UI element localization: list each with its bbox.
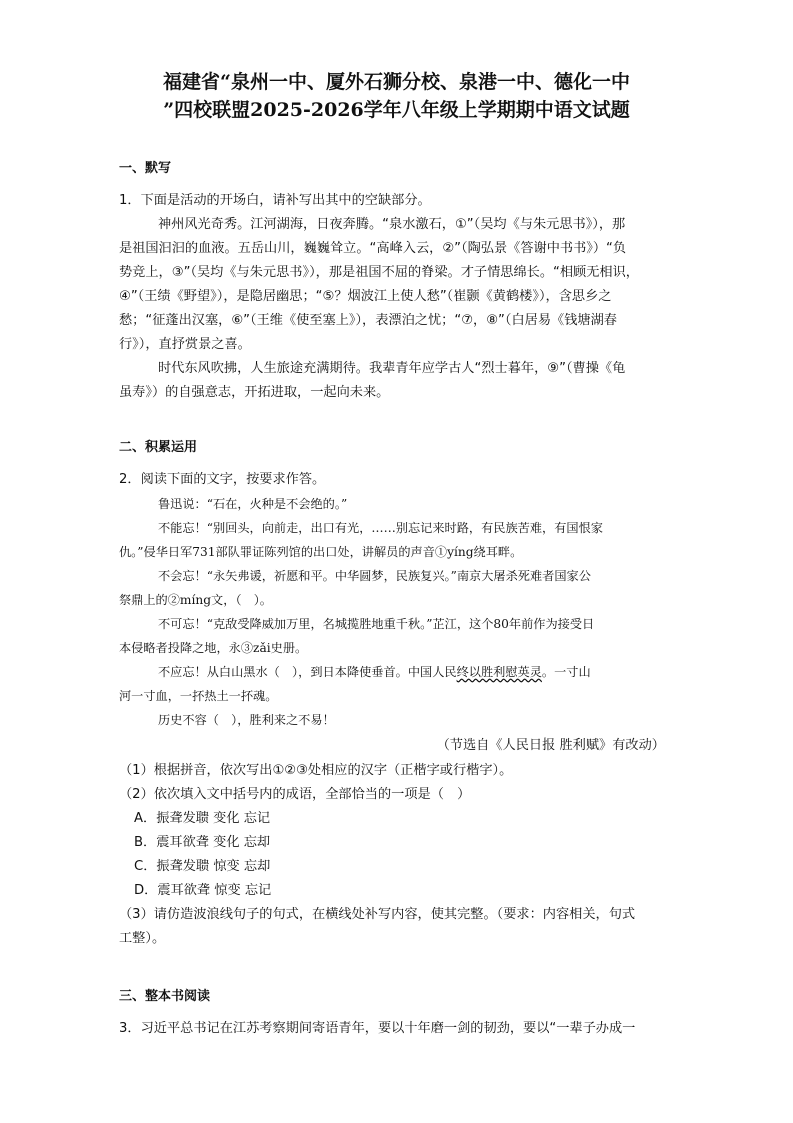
q1-stem: 1．下面是活动的开场白，请补写出其中的空缺部分。 — [119, 193, 431, 208]
passage-text: 。一寸山 — [541, 665, 591, 679]
q1-line: 虽寿》）的自强意志，开拓进取，一起向未来。 — [119, 385, 390, 400]
doc-title-line2: ”四校联盟2025-2026学年八年级上学期期中语文试题 — [163, 99, 630, 121]
passage-line — [158, 663, 591, 681]
wavy-underlined-sentence: 终以胜利慰英灵 — [456, 665, 542, 679]
option-b: B．震耳欲聋 变化 忘却 — [134, 835, 271, 850]
passage-line: 历史不容（ ），胜利来之不易！ — [158, 713, 335, 727]
passage-line: 仇。”侵华日军731部队罪证陈列馆的出口处，讲解员的声音①yíng绕耳畔。 — [119, 545, 523, 559]
section-heading-2: 二、积累运用 — [119, 440, 198, 455]
option-c: C．振聋发聩 惊变 忘却 — [134, 859, 271, 874]
q1-line: ④”（王绩《野望》），是隐居幽思；“⑤？烟波江上使人愁”（崔颢《黄鹤楼》），含思乡之 — [119, 289, 612, 304]
q2-stem: 2．阅读下面的文字，按要求作答。 — [119, 472, 326, 487]
q1-line: 行》），直抒赏景之喜。 — [119, 337, 251, 352]
q2-subquestion: （1）根据拼音，依次写出①②③处相应的汉字（正楷字或行楷字）。 — [119, 763, 513, 778]
option-a: A．振聋发聩 变化 忘记 — [134, 811, 271, 826]
passage-line: 鲁迅说：“石在，火种是不会绝的。” — [158, 497, 348, 511]
q1-line: 愁；“征蓬出汉塞，⑥”（王维《使至塞上》），表漂泊之忧；“⑦，⑧”（白居易《钱塘湖春 — [119, 313, 617, 328]
q1-line: 神州风光奇秀。江河湖海，日夜奔腾。“泉水激石，①”（吴均《与朱元思书》），那 — [158, 217, 626, 232]
q2-subquestion: （3）请仿造波浪线句子的句式，在横线处补写内容，使其完整。（要求：内容相关，句式 — [119, 907, 636, 922]
section-heading-1: 一、默写 — [119, 161, 172, 176]
passage-line: 不会忘！“永矢弗谖，祈愿和平。中华圆梦，民族复兴。”南京大屠杀死难者国家公 — [158, 569, 591, 583]
doc-title-line1: 福建省“泉州一中、厦外石狮分校、泉港一中、德化一中 — [163, 71, 630, 93]
q2-subquestion: 工整）。 — [119, 931, 166, 946]
q2-subquestion: （2）依次填入文中括号内的成语，全部恰当的一项是（ ） — [119, 787, 471, 802]
passage-line: 河一寸血，一抔热土一抔魂。 — [119, 689, 278, 703]
q1-line: 是祖国汩汩的血液。五岳山川，巍巍耸立。“高峰入云，②”（陶弘景《答谢中书书》）“负 — [119, 241, 627, 256]
passage-line: 不能忘！“别回头，向前走，出口有光，……别忘记来时路，有民族苦难，有国恨家 — [158, 521, 603, 535]
passage-line: 本侵略者投降之地，永③zǎi史册。 — [119, 641, 308, 655]
q1-line: 时代东风吹拂，人生旅途充满期待。我辈青年应学古人“烈士暮年，⑨”（曹操《龟 — [158, 361, 626, 376]
q3-stem: 3．习近平总书记在江苏考察期间寄语青年，要以十年磨一剑的韧劲，要以“一辈子办成一 — [119, 1021, 636, 1036]
passage-source: （节选自《人民日报 胜利赋》有改动） — [436, 738, 665, 753]
q1-line: 势竞上，③”（吴均《与朱元思书》），那是祖国不屈的脊梁。才子情思绵长。“相顾无相识， — [119, 265, 639, 280]
passage-text: 不应忘！从白山黑水（ ），到日本降使垂首。中国人民 — [158, 665, 457, 679]
passage-line: 祭鼎上的②míng文，（ ）。 — [119, 593, 272, 607]
passage-line: 不可忘！“克敌受降威加万里，名城揽胜地重千秋。”芷江，这个80年前作为接受日 — [158, 617, 595, 631]
option-d: D．震耳欲聋 惊变 忘记 — [134, 883, 272, 898]
section-heading-3: 三、整本书阅读 — [119, 989, 211, 1004]
